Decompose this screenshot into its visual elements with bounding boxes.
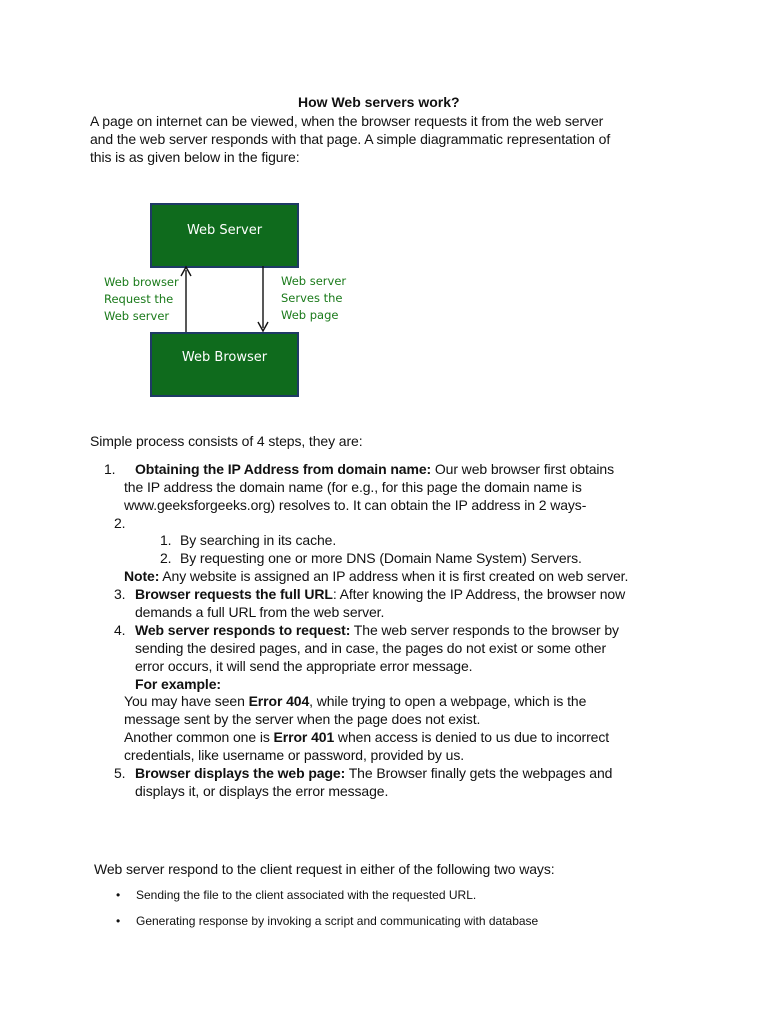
response-bullet: Generating response by invoking a script and communicating with database — [136, 914, 539, 928]
step-number: 3. — [114, 586, 126, 602]
note-text: Any website is assigned an IP address when it is first created on web server. — [159, 568, 629, 584]
step-3-line — [135, 585, 625, 603]
request-label-line: Web browser — [104, 275, 179, 289]
step-1-line: www.geeksforgeeks.org) resolves to. It can obtain the IP address in 2 ways- — [124, 497, 587, 513]
step-4-line: sending the desired pages, and in case, the pages do not exist or some other — [135, 640, 607, 656]
responses-intro: Web server respond to the client request in either of the following two ways: — [94, 861, 555, 877]
step-number: 5. — [114, 765, 126, 781]
response-label-line: Serves the — [281, 291, 343, 305]
step-5-line — [135, 764, 612, 782]
response-label-line: Web page — [281, 308, 339, 322]
example-label: For example: — [135, 676, 221, 692]
step-5-text: The Browser finally gets the webpages and — [345, 765, 613, 781]
bullet-icon: • — [116, 888, 121, 902]
request-label-line: Request the — [104, 292, 174, 306]
step-3-heading: Browser requests the full URL — [135, 586, 333, 602]
bullet-icon: • — [116, 914, 121, 928]
example-line: credentials, like username or password, provided by us. — [124, 747, 465, 763]
step-1-line: the IP address the domain name (for e.g., for this page the domain name is — [124, 479, 582, 495]
example-line — [124, 692, 586, 710]
sub-item-text: By requesting one or more DNS (Domain Name System) Servers. — [180, 550, 582, 566]
request-label — [104, 274, 179, 325]
steps-intro: Simple process consists of 4 steps, they are: — [90, 433, 363, 449]
step-5-line: displays it, or displays the error message. — [135, 783, 389, 799]
step-3-text: : After knowing the IP Address, the browser now — [332, 586, 626, 602]
example-text: You may have seen — [124, 693, 249, 709]
step-4-heading: Web server responds to request: — [135, 622, 351, 638]
sub-number: 1. — [160, 532, 172, 548]
step-number: 2. — [114, 515, 126, 531]
step-number: 1. — [104, 461, 116, 477]
step-1-line — [135, 460, 614, 478]
example-heading — [135, 675, 221, 693]
example-line — [124, 728, 609, 746]
response-bullet: Sending the file to the client associated with the requested URL. — [136, 888, 477, 902]
example-text: when access is denied to us due to incorrect — [334, 729, 610, 745]
example-text: Another common one is — [124, 729, 274, 745]
error-code: Error 401 — [273, 729, 335, 745]
response-label-line: Web server — [281, 274, 347, 288]
intro-line: this is as given below in the figure: — [90, 149, 300, 165]
intro-line: A page on internet can be viewed, when the browser requests it from the web server — [90, 113, 604, 129]
step-5-heading: Browser displays the web page: — [135, 765, 346, 781]
step-4-line: error occurs, it will send the appropriate error message. — [135, 658, 473, 674]
request-label-line: Web server — [104, 309, 170, 323]
step-4-line — [135, 621, 619, 639]
response-label — [281, 273, 346, 324]
sub-item-text: By searching in its cache. — [180, 532, 337, 548]
note-label: Note: — [124, 568, 160, 584]
web-browser-label: Web Browser — [181, 350, 268, 365]
note-line — [124, 567, 628, 585]
step-4-text: The web server responds to the browser by — [350, 622, 619, 638]
step-1-text: Our web browser first obtains — [431, 461, 615, 477]
sub-number: 2. — [160, 550, 172, 566]
page-title: How Web servers work? — [298, 94, 460, 110]
intro-line: and the web server responds with that page. A simple diagrammatic representation of — [90, 131, 611, 147]
step-number: 4. — [114, 622, 126, 638]
web-server-label: Web Server — [186, 223, 263, 238]
example-line: message sent by the server when the page does not exist. — [124, 711, 481, 727]
step-3-line: demands a full URL from the web server. — [135, 604, 385, 620]
error-code: Error 404 — [248, 693, 310, 709]
step-1-heading: Obtaining the IP Address from domain name: — [135, 461, 432, 477]
example-text: , while trying to open a webpage, which is the — [309, 693, 587, 709]
